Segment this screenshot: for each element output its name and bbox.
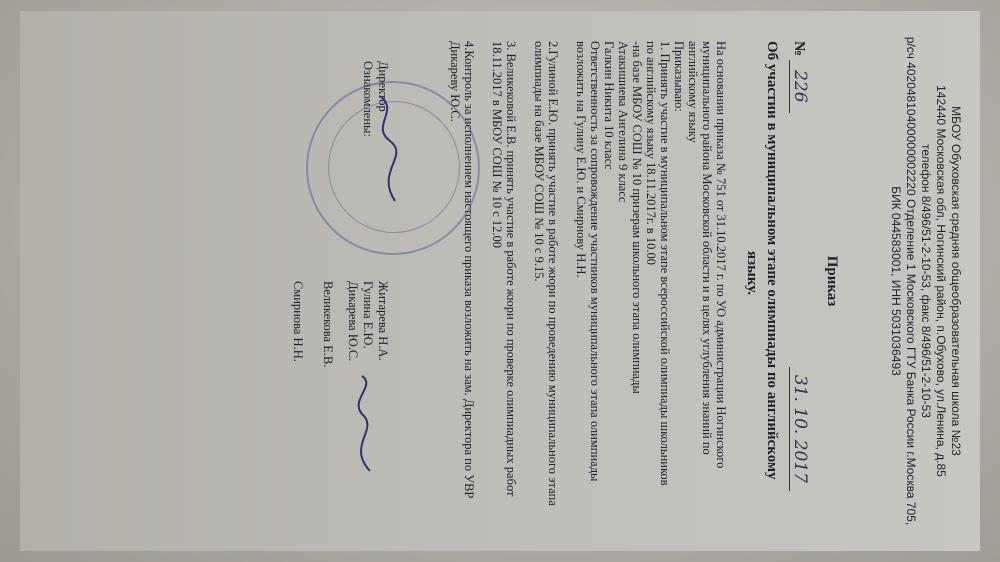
- acquainted-name-3: Великекова Е.В.: [321, 281, 335, 368]
- order-subject-line1: Об участии в муниципальном этапе олимпиады по английскому: [764, 41, 780, 480]
- document-title: Приказ: [824, 255, 840, 307]
- acquainted-name-2: Дикарева Ю.С.: [346, 281, 360, 362]
- body-line: -на базе МБОУ СОШ № 10 призерам школьного этапа олимпиады: [630, 41, 644, 394]
- body-line: 4.Контроль за исполнением настоящего приказа возложить на зам. Директора по УВР: [462, 41, 476, 499]
- acquainted-label: Ознакомлены:: [361, 61, 375, 137]
- document-sheet: [20, 11, 980, 551]
- school-bank-account: р/сч 40204810400000002220 Отделение 1 Московского ГТУ Банка России г.Москва 705,: [904, 36, 918, 526]
- order-number-prefix: №: [791, 41, 807, 57]
- body-line: Дикареву Ю.С.: [448, 41, 462, 122]
- body-line: по английскому языку 18.11.2017г. в 10.00: [644, 41, 658, 265]
- order-subject-line2: языку.: [744, 251, 760, 296]
- body-line: Атакишиева Ангелина 9 класс: [616, 41, 630, 203]
- order-number-value: 226: [789, 60, 810, 112]
- body-line: Ответственность за сопровождение участников муниципального этапа олимпиады: [588, 41, 602, 482]
- body-line: 2.Гулиной Е.Ю. принять участие в работе жюри по проведению муниципального этапа: [546, 41, 560, 506]
- acquainted-name-4: Смирнова Н.Н.: [291, 281, 305, 362]
- director-signature: [365, 91, 405, 211]
- school-bik-inn: БИК 044583001, ИНН 5031036493: [889, 186, 903, 376]
- director-name: Житарева Н.А.: [376, 281, 390, 361]
- director-label: Директор: [376, 61, 390, 112]
- body-line: 1. Принять участие в муниципальном этапе всероссийской олимпиады школьников: [658, 41, 672, 486]
- school-address: 142440 Московская обл, Ногинский район, п.Обухово, ул.Ленина, д.85: [934, 85, 948, 477]
- acquainted-name-1: Гулина Е.Ю.: [361, 281, 375, 349]
- body-line: [560, 41, 574, 506]
- body-line: 18.11.2017 в МБОУ СОШ № 10 с 12.00: [490, 41, 504, 249]
- body-line: Галкин Никита 10 класс: [602, 41, 616, 170]
- school-phone: телефон 8/496/51-2-10-53, факс 8/496/51-2-10-53: [919, 144, 933, 418]
- body-line: 3. Великековой Е.В. принять участие в работе жюри по проверке олимпиадных работ: [504, 41, 518, 497]
- school-name: МБОУ Обуховская средняя общеобразовательная школа №23: [949, 106, 963, 456]
- body-line: английскому языку: [686, 41, 700, 143]
- order-number: [790, 41, 810, 113]
- body-line: муниципального района Московской области и в целях углубления знаний по: [700, 41, 714, 455]
- body-line: Приказываю:: [672, 41, 686, 112]
- order-date-value: 31. 10. 2017: [790, 374, 810, 483]
- body-line: [518, 41, 532, 506]
- acquainted-signature: [342, 371, 382, 481]
- order-body: [448, 41, 728, 506]
- body-line: [476, 41, 490, 506]
- order-date: [789, 367, 810, 491]
- body-line: На основании приказа № 751 от 31.10.2017 г. по УО администрации Ногинского: [714, 41, 728, 469]
- body-line: возложить на Гулину Е.Ю. и Смирнову Н.Н.: [574, 41, 588, 278]
- body-line: олимпиады на базе МБОУ СОШ № 10 с 9.15.: [532, 41, 546, 282]
